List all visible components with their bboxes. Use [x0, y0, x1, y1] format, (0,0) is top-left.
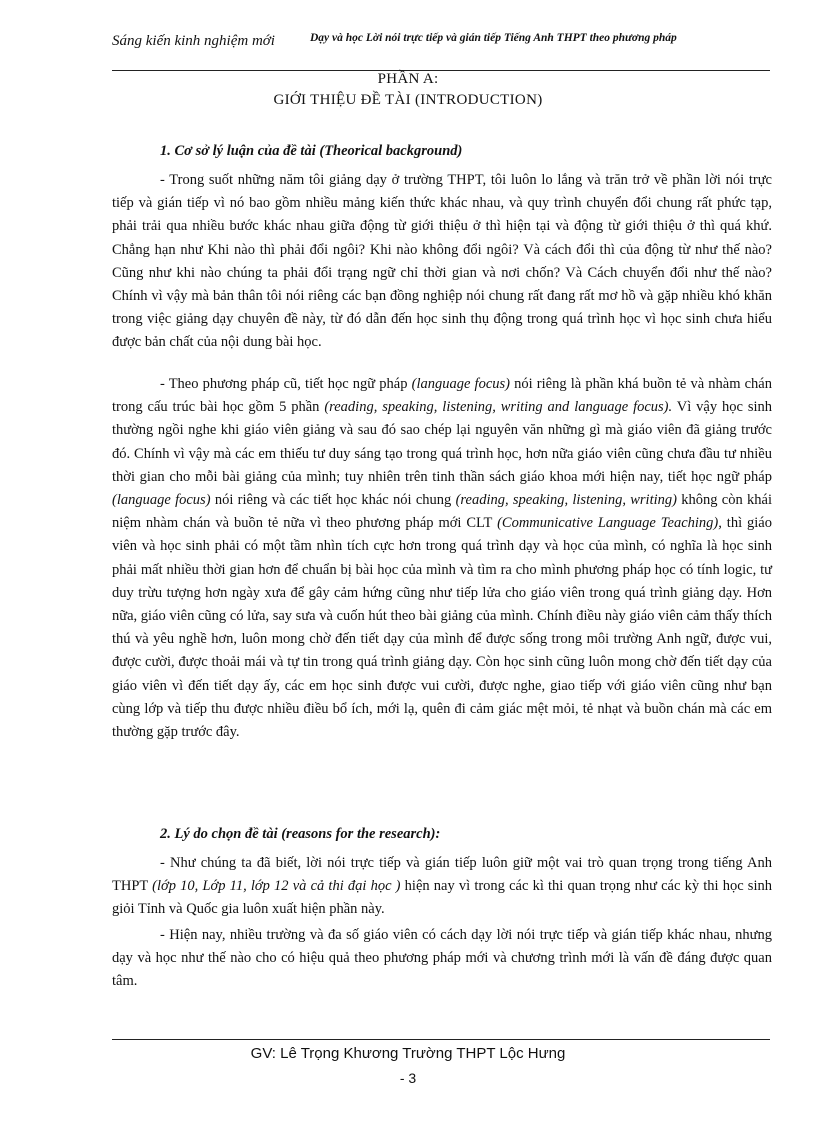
section-2-paragraph-2: - Hiện nay, nhiều trường và đa số giáo viên có cách dạy lời nói trực tiếp và gián tiếp khác nhau, nhưng dạy và học như thế nào cho có hiệu quả theo phương pháp mới và chương trình mới là vấn đề đáng được quan tâm. [112, 927, 772, 990]
text-run: - Như chúng ta đã biết, lời nói trực tiếp và gián tiếp luôn giữ một vai trò quan trọng trong tiếng Anh THPT [112, 855, 772, 895]
header-left-text: Sáng kiến kinh nghiệm mới [112, 33, 275, 49]
text-run: không còn khái niệm nhàm chán và buồn tẻ nữa vì theo phương pháp mới CLT [112, 492, 773, 532]
text-run: nói riêng và các tiết học khác nói chung [210, 492, 456, 509]
section-1-paragraph-2 [112, 373, 772, 744]
page-number: - 3 [399, 1070, 417, 1086]
header-right-text: Dạy và học Lời nói trực tiếp và gián tiếp Tiếng Anh THPT theo phương pháp [310, 32, 677, 44]
italic-run: (reading, speaking, listening, writing) [455, 492, 677, 509]
text-run: thì giáo viên và học sinh phải có một tầm nhìn tích cực hơn trong quá trình dạy và học của mình, có nghĩa là học sinh phải mất nhiều thời gian hơn để chuẩn bị bài học của mình và tìm ra cho mình phương pháp học có tính logic, tư duy trừu tượng hơn ngày xưa để gây cảm hứng cũng như tiếp lửa cho giáo viên trong quá trình giảng dạy. Hơn nữa, giáo viên cũng có lửa, say sưa và cuốn hút theo bài giảng của mình. Chính điều này giáo viên cảm thấy thích thú và yêu nghề hơn, luôn mong chờ đến tiết dạy của mình để được sống trong môi trường Anh ngữ, được vui, được cười, được thoải mái và tự tin trong quá trình giảng dạy. Còn học sinh cũng luôn mong chờ đến tiết dạy của giáo viên vì đến tiết dạy ấy, các em học sinh được vui cười, được nghe, giao tiếp với giáo viên cũng như bạn cùng lớp và tiếp thu được nhiều điều bổ ích, mới lạ, quên đi cảm giác mệt mỏi, tẻ nhạt và buồn chán mà các em thường gặp trước đây. [112, 515, 772, 741]
text-run: hiện nay vì trong các kì thi quan trọng như các kỳ thi học sinh giỏi Tỉnh và Quốc gia luôn xuất hiện phần này. [112, 878, 772, 918]
footer-author: GV: Lê Trọng Khương Trường THPT Lộc Hưng [250, 1045, 566, 1062]
part-label: PHẦN A: [377, 71, 439, 87]
section-1-heading: 1. Cơ sở lý luận của đề tài (Theorical background) [160, 143, 463, 159]
section-2-heading: 2. Lý do chọn đề tài (reasons for the research): [160, 826, 441, 842]
italic-run: (language focus) [411, 376, 510, 392]
footer-rule [112, 1039, 770, 1040]
text-run: - Theo phương pháp cũ, tiết học ngữ pháp [160, 376, 412, 392]
italic-run: (reading, speaking, listening, writing and language focus). [324, 399, 673, 416]
text-run: nói riêng là phần khá buồn tẻ và nhàm chán trong cấu trúc bài học gồm 5 phần [112, 376, 772, 416]
section-2-paragraph-1 [112, 852, 772, 922]
italic-run: (Communicative Language Teaching), [497, 515, 722, 532]
text-run: Vì vậy học sinh thường ngồi nghe khi giáo viên giảng và sau đó sao chép lại nguyên văn những gì mà giáo viên đã giảng trước đó. Chính vì vậy mà các em thiếu tư duy sáng tạo trong quá trình học, hơn nữa giáo viên cũng chưa đầu tư nhiều thời gian cho mỗi bài giảng của mình; tuy nhiên trên tinh thần sách giáo khoa mới hiện nay, tiết học ngữ pháp [112, 399, 773, 485]
section-1-paragraph-1: - Trong suốt những năm tôi giảng dạy ở trường THPT, tôi luôn lo lắng và trăn trở về phần lời nói trực tiếp và gián tiếp vì nó bao gồm nhiều mảng kiến thức khác nhau, và quy trình chuyển đổi chung rất phức tạp, phải trải qua nhiều bước khác nhau giữa động từ giới thiệu ở thì hiện tại và động từ giới thiệu ở thì quá khứ. Chẳng hạn như Khi nào thì phải đổi ngôi? Khi nào không đổi ngôi? Và cách đổi thì của động từ như thế nào? Cũng như khi nào chúng ta phải đổi trạng ngữ chỉ thời gian và nơi chốn? Và Cách chuyển đổi như thế nào? Chính vì vậy mà bản thân tôi nói riêng các bạn đồng nghiệp nói chung rất đang rất mơ hồ và gặp nhiều khó khăn trong việc giảng dạy chuyên đề này, từ đó dẫn đến học sinh thụ động trong quá trình học vì học sinh chưa hiểu được bản chất của nội dung bài học. [112, 172, 772, 351]
italic-run: (language focus) [112, 492, 211, 509]
part-title: GIỚI THIỆU ĐỀ TÀI (INTRODUCTION) [273, 92, 543, 108]
italic-run: (lớp 10, Lớp 11, lớp 12 và cả thi đại học ) [152, 878, 401, 895]
